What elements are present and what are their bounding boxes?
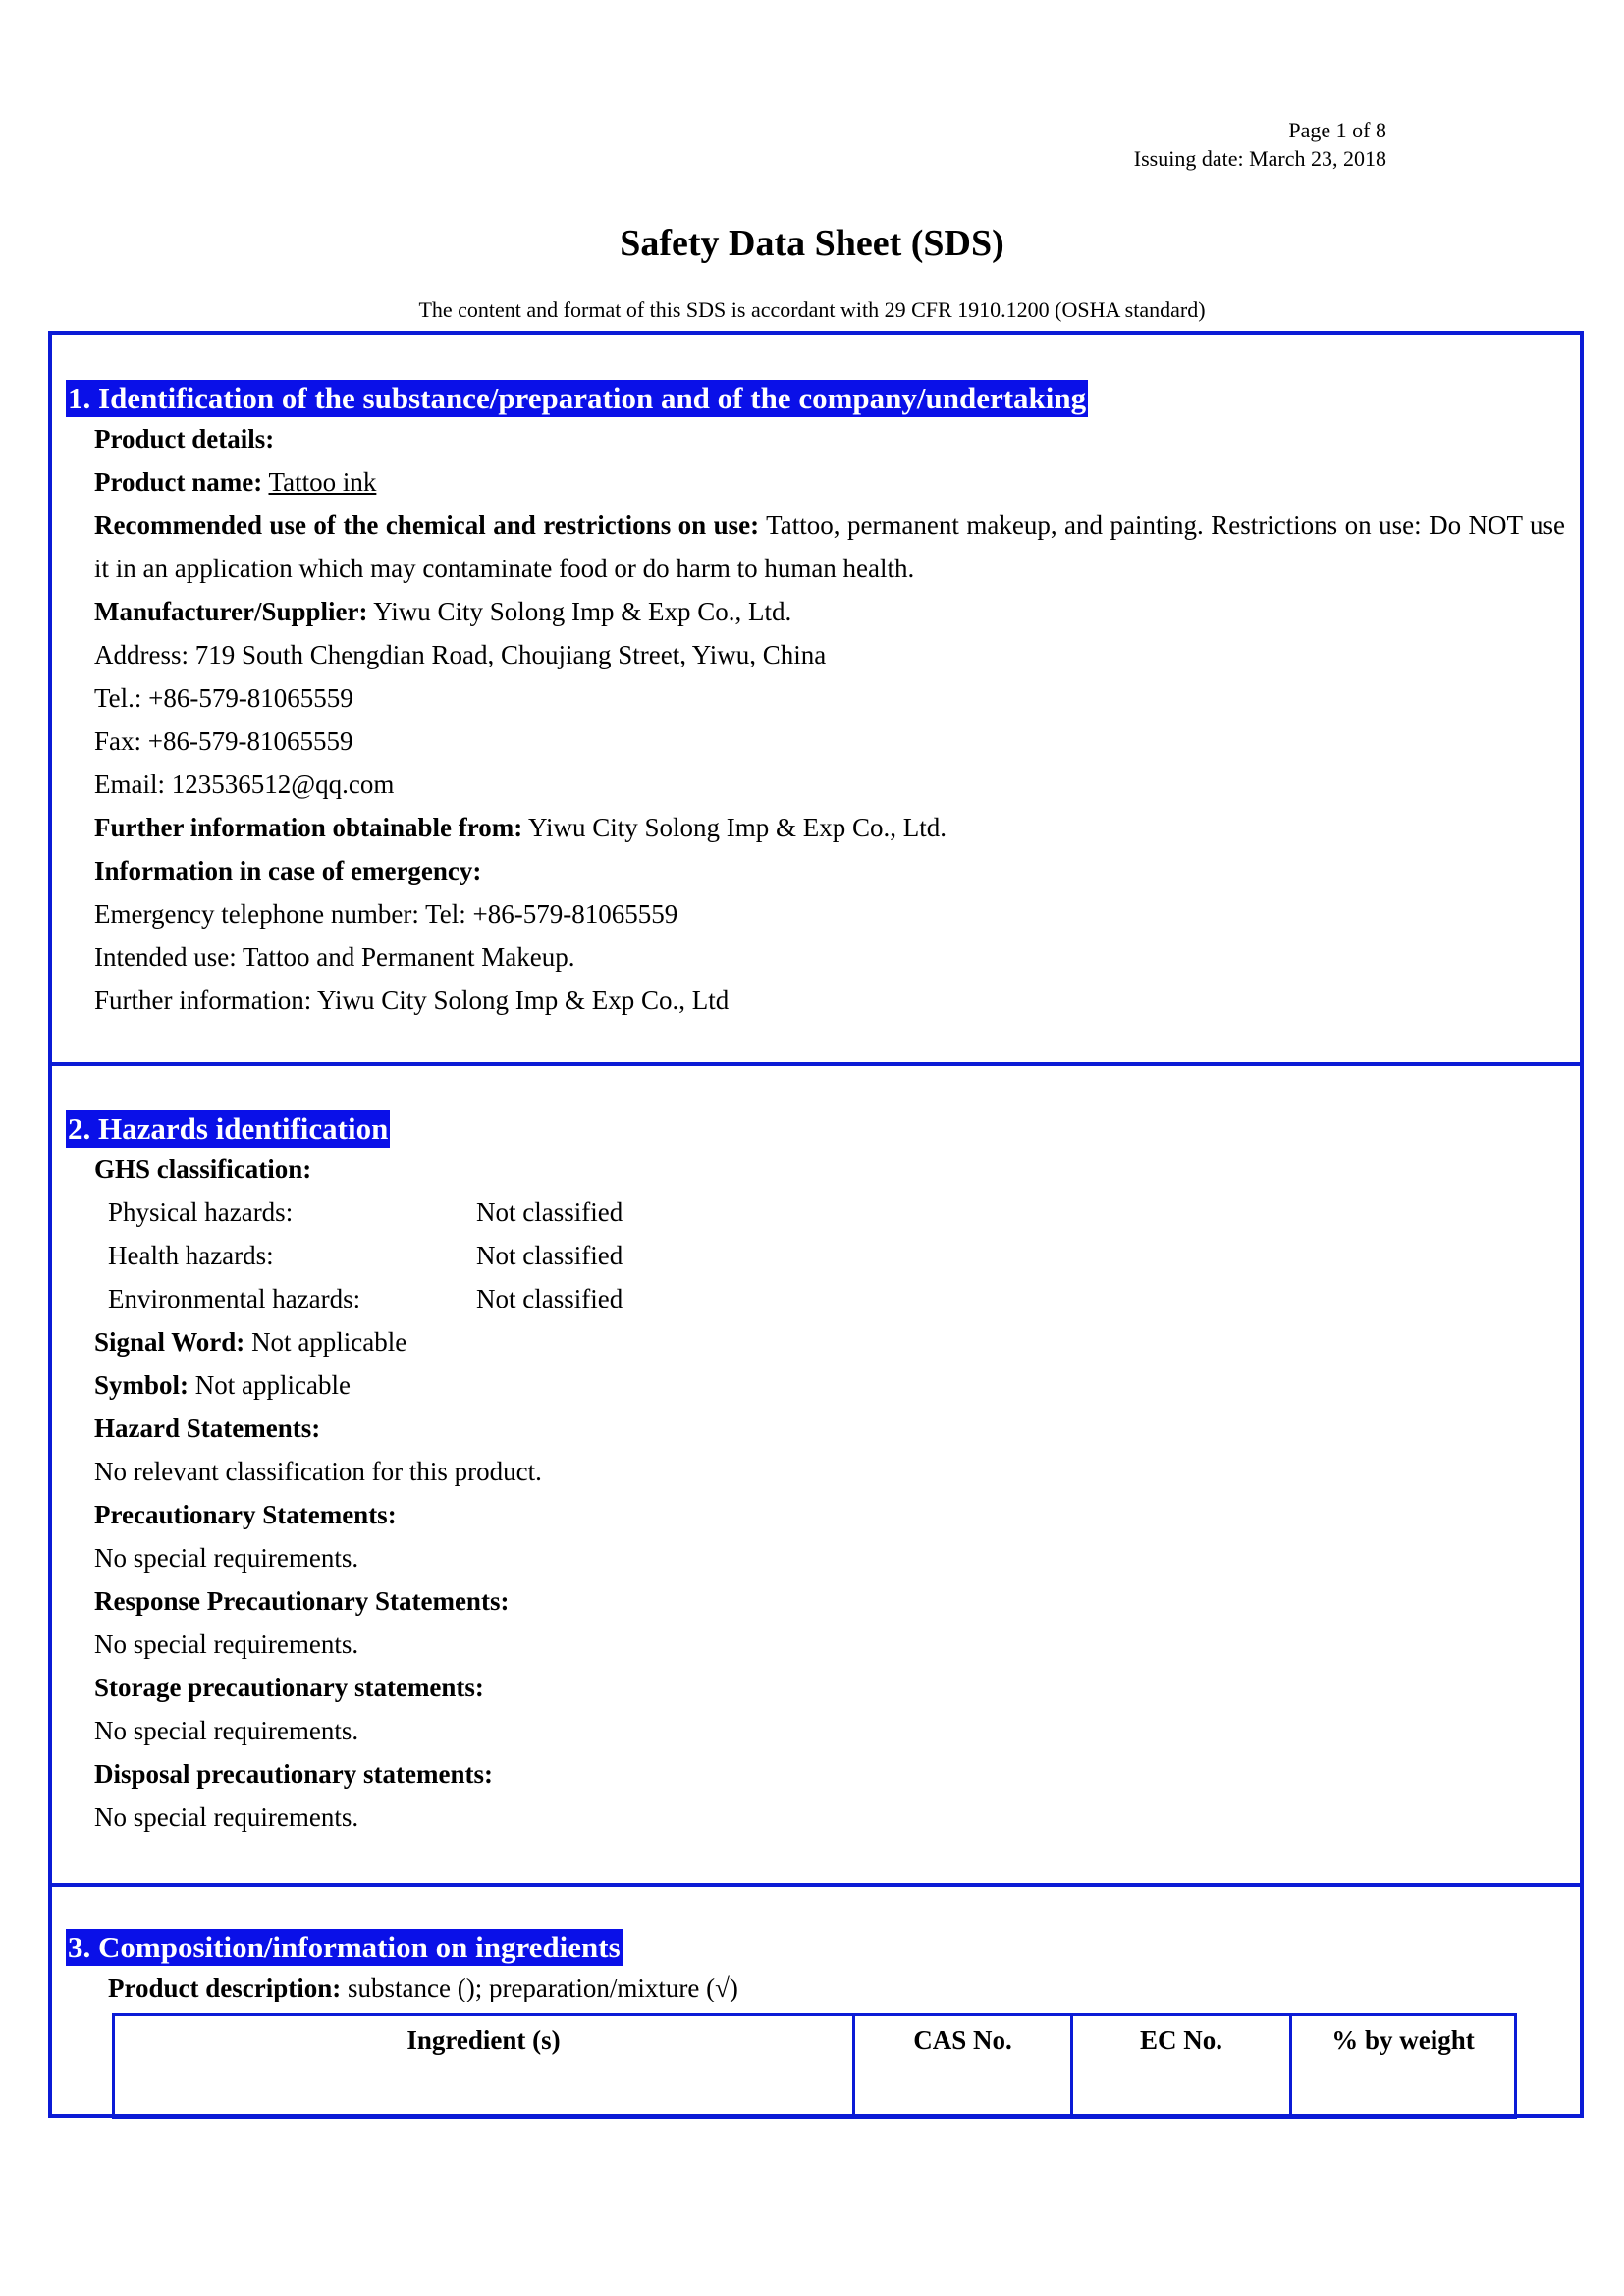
storage-statements-value: No special requirements. (94, 1716, 359, 1745)
ec-column-header: EC No. (1072, 2015, 1291, 2118)
ingredient-column-header: Ingredient (s) (114, 2015, 854, 2118)
recommended-use-row (94, 504, 1565, 590)
signal-word-label: Signal Word: (94, 1327, 245, 1357)
section-1-body (94, 417, 1565, 1022)
fax-line: Fax: +86-579-81065559 (94, 726, 353, 756)
precautionary-statements-label: Precautionary Statements: (94, 1500, 397, 1529)
hazard-statements-value: No relevant classification for this product. (94, 1457, 542, 1486)
further-info-value: Yiwu City Solong Imp & Exp Co., Ltd. (527, 813, 947, 842)
hazard-value: Not classified (476, 1284, 623, 1313)
disposal-statements-value: No special requirements. (94, 1802, 359, 1832)
tel-line: Tel.: +86-579-81065559 (94, 683, 353, 713)
section-3 (64, 1929, 1568, 2009)
product-name-value: Tattoo ink (268, 467, 377, 497)
hazard-label: Physical hazards: (108, 1198, 294, 1227)
table-header-row (114, 2015, 1516, 2118)
symbol-row (94, 1363, 1565, 1407)
product-description-value: substance (); preparation/mixture (√) (348, 1973, 738, 2002)
hazard-statements-label: Hazard Statements: (94, 1414, 321, 1443)
further-info-label: Further information obtainable from: (94, 813, 523, 842)
response-statements-value: No special requirements. (94, 1629, 359, 1659)
cas-column-header: CAS No. (854, 2015, 1072, 2118)
further-information-line: Further information: Yiwu City Solong Imp & Exp Co., Ltd (94, 986, 730, 1015)
section-2-body (94, 1148, 1565, 1839)
ghs-classification-label: GHS classification: (94, 1154, 312, 1184)
emergency-label: Information in case of emergency: (94, 856, 482, 885)
intended-use-line: Intended use: Tattoo and Permanent Makeup. (94, 942, 575, 972)
section-3-body (108, 1966, 1565, 2009)
product-description-label: Product description: (108, 1973, 342, 2002)
product-details-label: Product details: (94, 424, 275, 454)
weight-column-header: % by weight (1291, 2015, 1516, 2118)
section-1 (64, 380, 1568, 1022)
section-divider-2 (52, 1883, 1580, 1887)
page-number: Page 1 of 8 (1288, 118, 1386, 142)
recommended-use-label: Recommended use of the chemical and restrictions on use: (94, 510, 760, 540)
hazard-label: Environmental hazards: (108, 1284, 361, 1313)
document-title: Safety Data Sheet (SDS) (620, 223, 1004, 264)
signal-word-row (94, 1320, 1565, 1363)
section-2 (64, 1110, 1568, 1839)
product-name-label: Product name: (94, 467, 263, 497)
precautionary-statements-value: No special requirements. (94, 1543, 359, 1573)
signal-word-value: Not applicable (251, 1327, 407, 1357)
sds-frame (48, 331, 1584, 2118)
manufacturer-value: Yiwu City Solong Imp & Exp Co., Ltd. (373, 597, 792, 626)
ingredients-table (112, 2013, 1517, 2119)
hazard-row (94, 1277, 1565, 1320)
issuing-date: Issuing date: March 23, 2018 (1133, 146, 1386, 171)
manufacturer-row (94, 590, 1565, 633)
section-1-heading: 1. Identification of the substance/preparation and of the company/undertaking (68, 381, 1087, 415)
section-divider-1 (52, 1062, 1580, 1066)
hazard-row (94, 1191, 1565, 1234)
hazard-value: Not classified (476, 1241, 623, 1270)
address-line: Address: 719 South Chengdian Road, Choujiang Street, Yiwu, China (94, 640, 827, 669)
emergency-phone-line: Emergency telephone number: Tel: +86-579-81065559 (94, 899, 678, 929)
disposal-statements-label: Disposal precautionary statements: (94, 1759, 493, 1789)
hazard-label: Health hazards: (108, 1241, 274, 1270)
response-statements-label: Response Precautionary Statements: (94, 1586, 510, 1616)
product-name-row (94, 460, 1565, 504)
symbol-label: Symbol: (94, 1370, 189, 1400)
hazard-value: Not classified (476, 1198, 623, 1227)
document-subtitle: The content and format of this SDS is accordant with 29 CFR 1910.1200 (OSHA standard) (418, 297, 1206, 322)
recommended-use-value: Tattoo, permanent makeup, and painting. Restrictions on use: Do NOT use it in an application which may contaminate food or do harm to human health. (94, 510, 1565, 583)
further-info-row (94, 806, 1565, 849)
section-3-heading: 3. Composition/information on ingredients (68, 1930, 621, 1964)
manufacturer-label: Manufacturer/Supplier: (94, 597, 368, 626)
email-line: Email: 123536512@qq.com (94, 770, 395, 799)
storage-statements-label: Storage precautionary statements: (94, 1673, 484, 1702)
symbol-value: Not applicable (194, 1370, 351, 1400)
section-2-heading: 2. Hazards identification (68, 1111, 389, 1146)
hazard-row (94, 1234, 1565, 1277)
product-description-row (108, 1966, 1565, 2009)
page-header (1134, 116, 1386, 173)
